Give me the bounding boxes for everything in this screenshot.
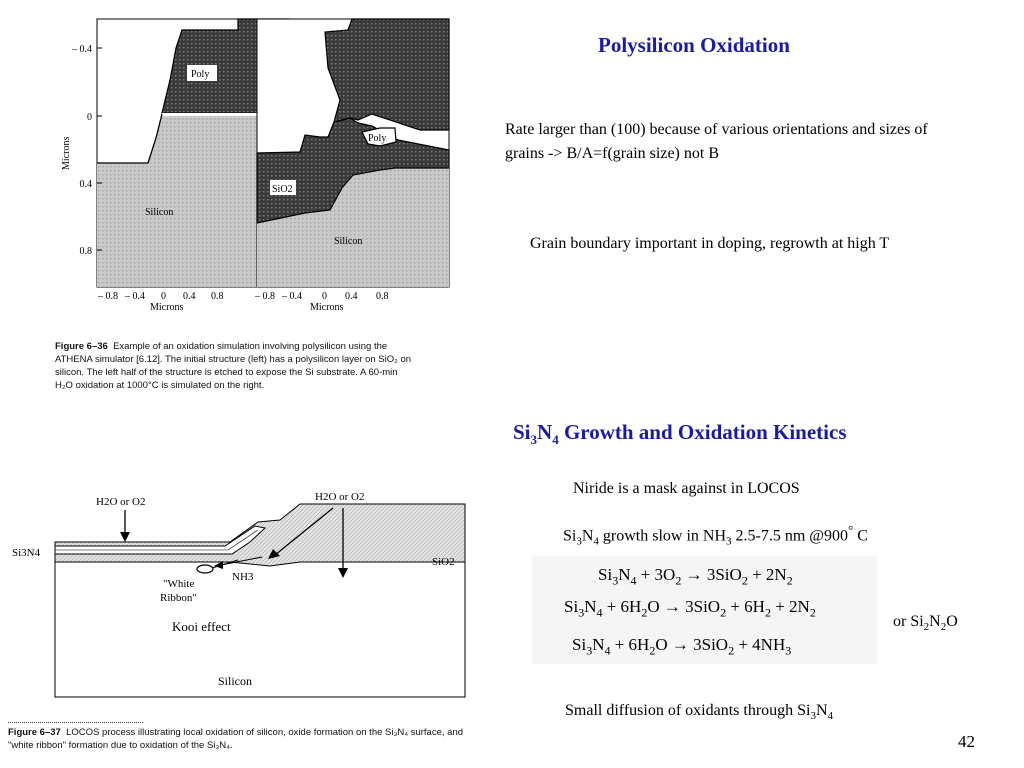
caption-label: Figure 6–36 [55,341,108,352]
equation-3: $Si_3N_4 + 6H_2O \to 3SiO_2 + 4NH_3$ [572,635,792,658]
y-axis-label: Microns [61,136,72,170]
equation-2: $Si_3N_4 + 6H_2O \to 3SiO_2 + 6H_2 + 2N_2$ [564,597,816,620]
x-tick-label: – 0.4 [125,291,145,302]
x-tick-label: 0.4 [183,291,196,302]
h2o-label-right: H2O or O2 [315,491,365,503]
x-tick-label: 0.4 [345,291,358,302]
white-ribbon-label-2: Ribbon" [160,592,197,604]
paragraph-grain-boundary: Grain boundary important in doping, regrowth at high T [530,235,890,252]
caption-text: Example of an oxidation simulation involving polysilicon using the ATHENA simulator [6.12]. The initial structure (left) has a polysilicon layer on SiO₂ on silicon. The left half of the structure is etched to expose the Si substrate. A 60-min H₂O oxidation at 1000°C is simulated on the right. [55,341,412,391]
line-nitride-mask: Niride is a mask against in LOCOS [573,480,800,497]
figure-6-36-caption [55,340,415,392]
oxide-layer [55,504,465,566]
nh3-label: NH3 [232,571,254,583]
y-tick-label: 0 [87,112,92,123]
y-tick-label: 0.8 [79,246,92,257]
sio2-label-right: SiO2 [272,184,293,195]
figure-6-37-caption [8,726,478,752]
y-tick-label: – 0.4 [72,44,92,55]
x-tick-label: 0 [322,291,327,302]
caption-text: LOCOS process illustrating local oxidation of silicon, oxide formation on the Si₃N₄ surface, and "white ribbon" formation due to oxidation of the Si₃N₄. [8,727,464,751]
figure-6-36-plot [50,10,450,315]
sio2-label: SiO2 [432,556,455,568]
white-ribbon [197,565,213,573]
page-number: 42 [958,732,975,751]
silicon-label-right: Silicon [334,236,363,247]
white-ribbon-label-1: "White [163,578,195,590]
x-axis-ticks-right [254,291,389,302]
caption-label: Figure 6–37 [8,727,61,738]
figure-6-37-locos-diagram [0,480,480,705]
section-title-si3n4: $Si_3N_4$ Growth and Oxidation Kinetics [513,420,847,448]
silicon-label-left: Silicon [145,207,174,218]
equation-1: $Si_3N_4 + 3O_2 \to 3SiO_2 + 2N_2$ [598,565,793,588]
si3n4-label: Si3N4 [12,547,41,559]
x-axis-label-right: Microns [310,302,344,313]
x-axis-label-left: Microns [150,302,184,313]
x-axis-ticks-left [97,291,224,302]
x-tick-label: – 0.8 [255,291,275,302]
h2o-label-left: H2O or O2 [96,496,146,508]
x-tick-label: 0.8 [376,291,389,302]
kooi-effect-label: Kooi effect [172,619,231,634]
x-tick-label: – 0.8 [98,291,118,302]
poly-label-right: Poly [368,133,387,144]
x-tick-label: 0 [161,291,166,302]
y-tick-label: 0.4 [79,179,92,190]
slide-title: Polysilicon Oxidation [598,33,790,57]
line-diffusion: Small diffusion of oxidants through $Si_3N_4$ [565,702,834,723]
or-si2n2o: or $Si_2N_2O$ [893,613,958,634]
silicon-label: Silicon [218,674,253,688]
poly-label-left: Poly [191,69,210,80]
poly-region-right [325,19,449,130]
x-tick-label: – 0.4 [282,291,302,302]
caption-dotted-rule [8,722,143,723]
line-growth-rate: $Si_3N_4$ growth slow in $NH_3$ 2.5-7.5 nm @900° C [563,522,868,548]
paragraph-rate: Rate larger than (100) because of various orientations and sizes of grains -> B/A=f(grain size) not B [505,121,928,162]
x-tick-label: 0.8 [211,291,224,302]
